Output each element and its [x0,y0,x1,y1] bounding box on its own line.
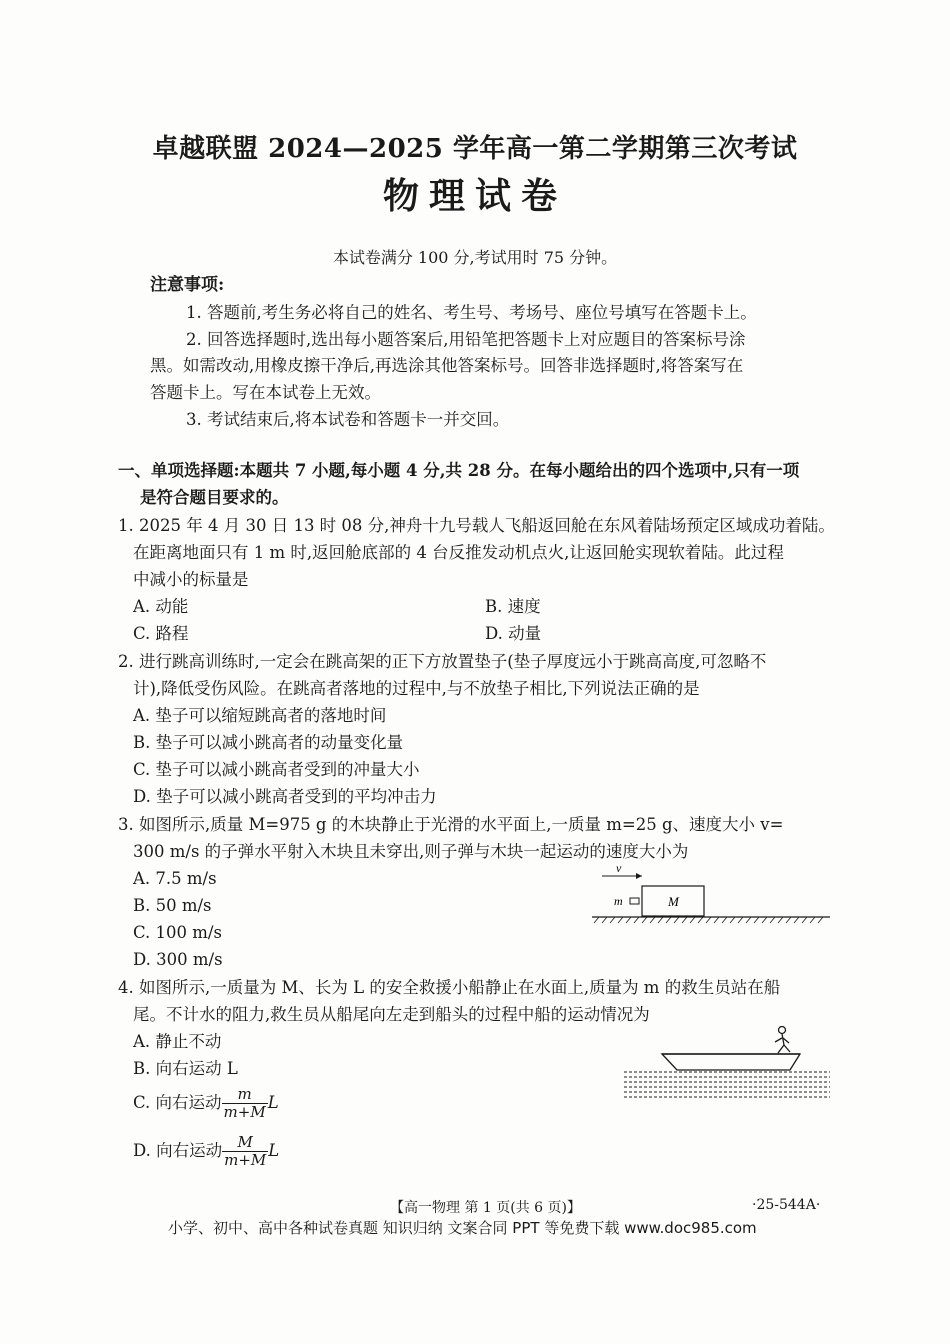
q1-option-b: B. 速度 [485,597,541,616]
q4-option-a: A. 静止不动 [133,1032,222,1051]
bullet-block-figure [590,862,835,930]
notice-line: 答题卡上。写在本试卷上无效。 [150,383,381,402]
boat-figure [622,1024,832,1104]
q3-option-d: D. 300 m/s [133,950,223,969]
q1-option-c: C. 路程 [133,624,189,643]
watermark-text: 小学、初中、高中各种试卷真题 知识归纳 文案合同 PPT 等免费下载 www.doc985.com [168,1219,757,1237]
question-2-text: 2. 进行跳高训练时,一定会在跳高架的正下方放置垫子(垫子厚度远小于跳高高度,可忽略不 [118,652,767,671]
section-heading: 一、单项选择题:本题共 7 小题,每小题 4 分,共 28 分。在每小题给出的四个选项中,只有一项 [118,461,800,480]
q4-option-c [133,1086,279,1121]
fraction-denominator: m+M [223,1103,266,1121]
exam-title: 卓越联盟 2024—2025 学年高一第二学期第三次考试 [152,134,798,164]
question-4-text: 尾。不计水的阻力,救生员从船尾向左走到船头的过程中船的运动情况为 [133,1005,650,1024]
notice-line: 1. 答题前,考生务必将自己的姓名、考生号、考场号、座位号填写在答题卡上。 [186,303,757,322]
q1-option-a: A. 动能 [133,597,189,616]
q3-option-b: B. 50 m/s [133,896,212,915]
notice-line: 2. 回答选择题时,选出每小题答案后,用铅笔把答题卡上对应题目的答案标号涂 [186,330,746,349]
q4-option-c-suffix: L [267,1093,279,1112]
question-2-text: 计),降低受伤风险。在跳高者落地的过程中,与不放垫子相比,下列说法正确的是 [133,679,700,698]
boat-hull [662,1054,800,1070]
q4-option-c-fraction [222,1086,268,1121]
page-footer: 【高一物理 第 1 页(共 6 页)】 [390,1200,581,1216]
q4-option-d-suffix: L [268,1141,280,1160]
fraction-denominator: m+M [224,1151,267,1169]
q4-option-d-prefix: D. 向右运动 [133,1141,223,1160]
q3-option-a: A. 7.5 m/s [133,869,217,888]
fraction-numerator: m [222,1086,268,1104]
q2-option-a: A. 垫子可以缩短跳高者的落地时间 [133,706,387,725]
q2-option-c: C. 垫子可以减小跳高者受到的冲量大小 [133,760,420,779]
question-1-text: 1. 2025 年 4 月 30 日 13 时 08 分,神舟十九号载人飞船返回舱在东风着陆场预定区域成功着陆。 [118,516,835,535]
v-label: v [616,862,622,875]
fraction-numerator: M [222,1134,268,1152]
q2-option-b: B. 垫子可以减小跳高者的动量变化量 [133,733,404,752]
rescuer-figure [775,1027,790,1054]
ground-hatching [594,917,823,923]
question-1-text: 中减小的标量是 [133,570,249,589]
q2-option-d: D. 垫子可以减小跳高者受到的平均冲击力 [133,787,437,806]
exam-info: 本试卷满分 100 分,考试用时 75 分钟。 [332,248,618,267]
question-1-text: 在距离地面只有 1 m 时,返回舱底部的 4 台反推发动机点火,让返回舱实现软着陆。此过程 [133,543,784,562]
m-label: m [614,894,623,908]
exam-subject: 物理试卷 [382,175,567,217]
notice-heading: 注意事项: [150,275,225,295]
q4-option-d [133,1134,279,1169]
bullet [630,898,639,904]
question-3-text: 3. 如图所示,质量 M=975 g 的木块静止于光滑的水平面上,一质量 m=25 g、速度大小 v= [118,815,784,834]
q4-option-c-prefix: C. 向右运动 [133,1093,222,1112]
q4-option-b: B. 向右运动 L [133,1059,238,1078]
notice-line: 黑。如需改动,用橡皮擦干净后,再选涂其他答案标号。回答非选择题时,将答案写在 [150,356,744,375]
velocity-arrow [602,873,642,879]
question-4-text: 4. 如图所示,一质量为 M、长为 L 的安全救援小船静止在水面上,质量为 m 的救生员站在船 [118,978,781,997]
section-heading-cont: 是符合题目要求的。 [140,488,289,507]
q1-option-d: D. 动量 [485,624,542,643]
notice-line: 3. 考试结束后,将本试卷和答题卡一并交回。 [186,410,510,429]
paper-code: ·25-544A· [752,1197,821,1213]
q4-option-d-fraction [222,1134,268,1169]
q3-option-c: C. 100 m/s [133,923,222,942]
water-surface [624,1072,830,1097]
question-3-text: 300 m/s 的子弹水平射入木块且未穿出,则子弹与木块一起运动的速度大小为 [133,842,689,861]
M-label: M [668,894,679,909]
